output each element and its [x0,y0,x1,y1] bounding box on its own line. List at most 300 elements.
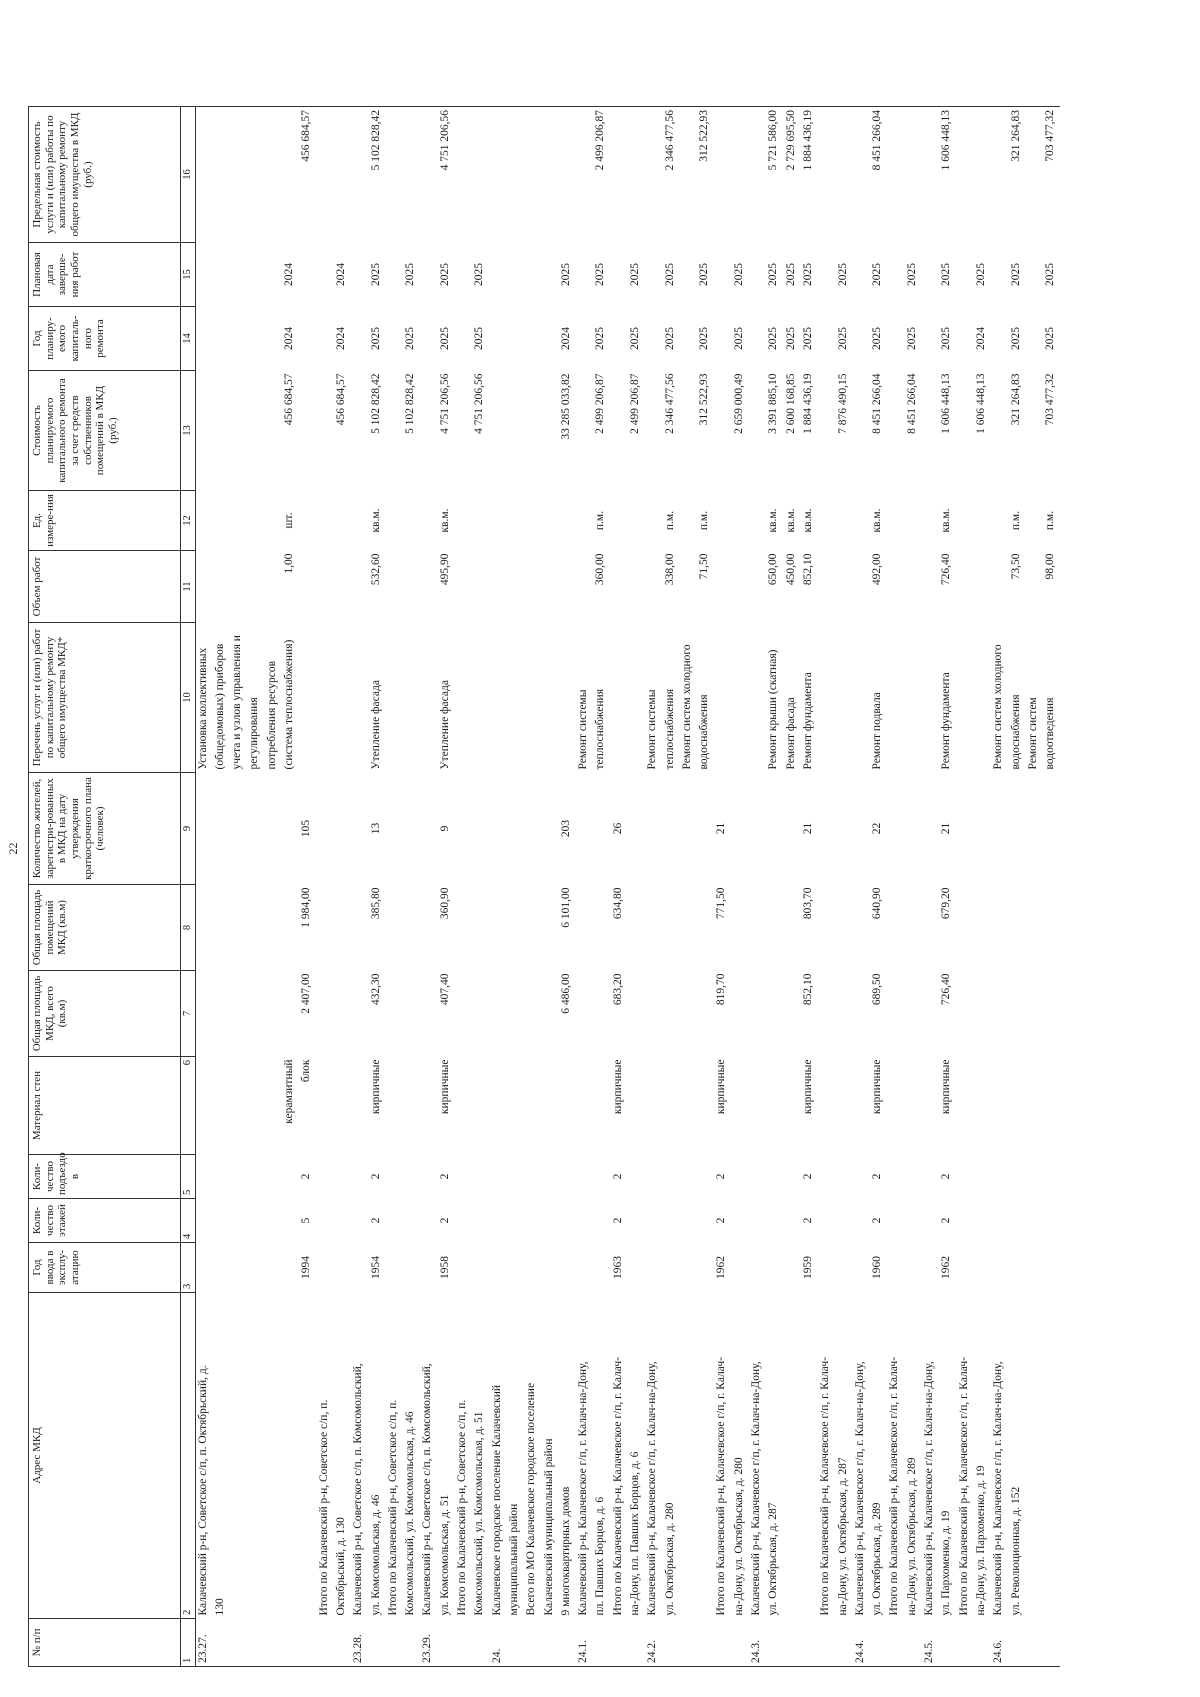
year-built [922,1243,939,1293]
total-area: 683,20 [611,973,624,1006]
total-area [628,971,645,1057]
work-volume [974,551,991,623]
floors [559,1199,576,1243]
header-row [29,107,181,1667]
entrances [213,1155,230,1199]
max-cost [732,107,749,243]
work-volume: 450,00 [784,553,797,586]
planned-cost: 2 659 000,49 [732,373,745,434]
work-volume [196,551,213,623]
max-cost [974,107,991,243]
entrances [576,1155,593,1199]
row-number [369,1619,386,1667]
floors [386,1199,403,1243]
table-row [732,107,749,1667]
completion-date: 2024 [334,263,347,286]
repair-year: 2025 [836,327,849,350]
address-cell: Калачевский р-н, Калачевское г/п, г. Калач-на-Дону, [853,1361,866,1616]
planned-cost: 703 477,32 [1044,373,1057,426]
residents: 22 [871,822,884,835]
residents [766,773,783,885]
total-area [853,971,870,1057]
row-number [680,1619,697,1667]
year-built [905,1243,922,1293]
planned-cost: 4 751 206,56 [438,373,451,434]
table-row [714,107,731,1667]
address-cell [247,1293,264,1619]
work-type [836,623,853,773]
year-built: 1994 [300,1256,313,1279]
completion-date [714,243,731,307]
planned-cost: 1 606 448,13 [940,373,953,434]
address-cell: 9 многоквартирных домов [559,1486,572,1616]
premises-area [230,885,247,971]
total-area [593,971,610,1057]
wall-material [905,1057,922,1155]
work-type: Ремонт систем холодного [680,644,693,770]
completion-date [524,243,541,307]
repair-year [299,307,316,371]
completion-date [317,243,334,307]
row-number [334,1619,351,1667]
address-cell: Калачевский р-н, Советское с/п, п. Комсомольский, [352,1363,365,1616]
unit [213,491,230,551]
wall-material [922,1057,939,1155]
unit: кв.м. [784,508,797,533]
planned-cost: 1 606 448,13 [974,373,987,434]
repair-year [455,307,472,371]
year-built [213,1243,230,1293]
wall-material [697,1057,714,1155]
address-cell: Калачевский р-н, Калачевское г/п, г. Калач-на-Дону, [646,1361,659,1616]
row-number [542,1619,559,1667]
floors: 2 [871,1217,884,1224]
entrances [1009,1155,1026,1199]
residents [196,773,213,885]
year-built: 1958 [438,1256,451,1279]
entrances [974,1155,991,1199]
row-number [628,1619,645,1667]
max-cost [991,107,1008,243]
table-row [247,107,264,1667]
total-area: 432,30 [369,973,382,1006]
repair-year [196,307,213,371]
repair-year [265,307,282,371]
premises-area [663,885,680,971]
total-area: 407,40 [438,973,451,1006]
work-type [853,623,870,773]
completion-date: 2025 [732,263,745,286]
wall-material [507,1057,524,1155]
work-type [507,623,524,773]
year-built [542,1243,559,1293]
floors [887,1199,904,1243]
year-built: 1962 [940,1256,953,1279]
total-area [213,971,230,1057]
residents [386,773,403,885]
address-cell: Итого по Калачевский р-н, Советское с/п, п. [456,1399,469,1616]
year-built [697,1243,714,1293]
entrances [991,1155,1008,1199]
total-area [334,971,351,1057]
wall-material [593,1057,610,1155]
completion-date: 2025 [974,263,987,286]
repair-year: 2025 [801,327,814,350]
work-type [922,623,939,773]
work-type [472,623,489,773]
premises-area [818,885,835,971]
column-number: 16 [181,107,196,243]
wall-material [991,1057,1008,1155]
planned-cost [213,371,230,491]
row-number [403,1619,420,1667]
total-area [680,971,697,1057]
wall-material [472,1057,489,1155]
max-cost [334,107,351,243]
floors: 2 [715,1217,728,1224]
entrances [317,1155,334,1199]
entrances [645,1155,662,1199]
wall-material [663,1057,680,1155]
work-type [490,623,507,773]
wall-material [1026,1057,1043,1155]
address-cell: Калачевский р-н, Калачевское г/п, г. Калач-на-Дону, [750,1361,763,1616]
wall-material: блок [300,1059,313,1083]
wall-material [351,1057,368,1155]
residents [472,773,489,885]
max-cost [714,107,731,243]
completion-date [299,243,316,307]
year-built [230,1243,247,1293]
residents [282,773,299,885]
address-cell: ул. Октябрьская, д. 287 [767,1502,780,1616]
total-area [455,971,472,1057]
floors [265,1199,282,1243]
residents [818,773,835,885]
wall-material [403,1057,420,1155]
table-row [196,107,213,1667]
premises-area [887,885,904,971]
total-area [196,971,213,1057]
entrances [732,1155,749,1199]
unit [559,491,576,551]
premises-area [455,885,472,971]
work-volume: 650,00 [767,553,780,586]
total-area [230,971,247,1057]
table-row [593,107,610,1667]
work-type: водоснабжения [1009,694,1022,770]
entrances [749,1155,766,1199]
table-row [265,107,282,1667]
premises-area [1043,885,1060,971]
floors [542,1199,559,1243]
work-volume: 495,90 [438,553,451,586]
header-cell: Стоимость планируемого капитального ремонта за счет средств собственников помещений в МКД (руб.) [29,371,181,491]
repair-year: 2025 [767,327,780,350]
column-number: 1 [181,1619,196,1667]
year-built [853,1243,870,1293]
completion-date: 2025 [698,263,711,286]
address-cell: Калачевский р-н, Калачевское г/п, г. Калач-на-Дону, [923,1361,936,1616]
total-area: 852,10 [801,973,814,1006]
unit [991,491,1008,551]
planned-cost [524,371,541,491]
row-number [784,1619,801,1667]
entrances [853,1155,870,1199]
work-volume [905,551,922,623]
address-cell [265,1293,282,1619]
residents: 13 [369,822,382,835]
repair-year [957,307,974,371]
page-number: 22 [6,842,20,855]
work-volume [732,551,749,623]
max-cost: 4 751 206,56 [438,110,451,171]
floors [351,1199,368,1243]
address-cell: Комсомольский, ул. Комсомольская, д. 46 [404,1411,417,1616]
completion-date: 2025 [594,263,607,286]
row-number [593,1619,610,1667]
floors [991,1199,1008,1243]
completion-date [957,243,974,307]
entrances [524,1155,541,1199]
completion-date [230,243,247,307]
completion-date [351,243,368,307]
floors [334,1199,351,1243]
premises-area [317,885,334,971]
total-area [490,971,507,1057]
work-volume [265,551,282,623]
entrances: 2 [801,1173,814,1180]
floors [1009,1199,1026,1243]
entrances [905,1155,922,1199]
unit [386,491,403,551]
premises-area [1026,885,1043,971]
column-number: 12 [181,491,196,551]
unit [922,491,939,551]
wall-material [628,1057,645,1155]
unit [507,491,524,551]
total-area [784,971,801,1057]
work-volume [680,551,697,623]
unit [628,491,645,551]
residents [265,773,282,885]
total-area [645,971,662,1057]
residents [1026,773,1043,885]
floors [663,1199,680,1243]
year-built [507,1243,524,1293]
year-built: 1963 [611,1256,624,1279]
max-cost: 5 102 828,42 [369,110,382,171]
planned-cost: 456 684,57 [334,373,347,426]
unit [299,491,316,551]
premises-area [386,885,403,971]
wall-material [680,1057,697,1155]
year-built [818,1243,835,1293]
year-built [524,1243,541,1293]
unit [576,491,593,551]
planned-cost [576,371,593,491]
floors [576,1199,593,1243]
planned-cost [818,371,835,491]
address-cell [784,1293,801,1619]
unit [645,491,662,551]
total-area [1009,971,1026,1057]
residents [455,773,472,885]
floors [784,1199,801,1243]
entrances [784,1155,801,1199]
max-cost [455,107,472,243]
residents [905,773,922,885]
address-cell: на-Дону, ул. Октябрьская, д. 289 [905,1457,918,1616]
row-number [697,1619,714,1667]
year-built [663,1243,680,1293]
repair-year [213,307,230,371]
year-built [282,1243,299,1293]
floors [420,1199,437,1243]
work-volume [524,551,541,623]
planned-cost: 1 884 436,19 [801,373,814,434]
completion-date: 2025 [836,263,849,286]
row-number [524,1619,541,1667]
max-cost [836,107,853,243]
unit [420,491,437,551]
max-cost [351,107,368,243]
table-row [957,107,974,1667]
row-number [766,1619,783,1667]
wall-material [1043,1057,1060,1155]
table-row [230,107,247,1667]
table-row [472,107,489,1667]
completion-date: 2025 [559,263,572,286]
work-type [455,623,472,773]
max-cost [680,107,697,243]
work-type [887,623,904,773]
header-cell: № п/п [29,1619,181,1667]
residents: 203 [559,819,572,838]
row-number [974,1619,991,1667]
total-area [1043,971,1060,1057]
premises-area: 360,90 [438,887,451,920]
address-cell: Итого по Калачевский р-н, Калачевское г/п, г. Калач- [888,1356,901,1616]
max-cost [247,107,264,243]
entrances [559,1155,576,1199]
header-cell: Коли-чество этажей [29,1199,181,1243]
row-number [801,1619,818,1667]
total-area [732,971,749,1057]
work-type [628,623,645,773]
max-cost [853,107,870,243]
premises-area [957,885,974,971]
wall-material [749,1057,766,1155]
entrances [196,1155,213,1199]
floors [974,1199,991,1243]
entrances [403,1155,420,1199]
year-built [472,1243,489,1293]
column-number-row [181,107,196,1667]
total-area [922,971,939,1057]
address-cell: ул. Октябрьская, д. 289 [871,1502,884,1616]
completion-date [645,243,662,307]
wall-material [524,1057,541,1155]
wall-material [490,1057,507,1155]
table-row [213,107,230,1667]
repair-year: 2025 [628,327,641,350]
table-row [749,107,766,1667]
premises-area [213,885,230,971]
entrances [334,1155,351,1199]
max-cost: 703 477,32 [1044,110,1057,162]
entrances: 2 [715,1173,728,1180]
wall-material: кирпичные [369,1059,382,1115]
work-type: Ремонт фундамента [801,672,814,770]
year-built [732,1243,749,1293]
address-cell: Калачевское городское поселение Калачевский [490,1384,503,1616]
entrances [957,1155,974,1199]
completion-date [265,243,282,307]
year-built [576,1243,593,1293]
completion-date [749,243,766,307]
table-row [853,107,870,1667]
row-number [455,1619,472,1667]
total-area [265,971,282,1057]
repair-year: 2024 [974,327,987,350]
year-built: 1959 [801,1256,814,1279]
repair-year [749,307,766,371]
entrances [836,1155,853,1199]
row-number [714,1619,731,1667]
planned-cost [680,371,697,491]
year-built [386,1243,403,1293]
premises-area [905,885,922,971]
unit [887,491,904,551]
max-cost [542,107,559,243]
premises-area [991,885,1008,971]
column-number: 11 [181,551,196,623]
row-number: 24. [490,1648,503,1663]
planned-cost [265,371,282,491]
entrances [351,1155,368,1199]
premises-area: 771,50 [715,887,728,920]
wall-material [974,1057,991,1155]
completion-date: 2024 [283,263,296,286]
unit: кв.м. [369,508,382,533]
work-volume: 1,00 [283,553,296,574]
year-built [991,1243,1008,1293]
work-type [732,623,749,773]
premises-area [766,885,783,971]
max-cost: 2 499 206,87 [594,110,607,171]
total-area [420,971,437,1057]
year-built [420,1243,437,1293]
work-type: Ремонт системы [577,689,590,770]
residents: 105 [300,819,313,838]
max-cost [472,107,489,243]
premises-area [922,885,939,971]
completion-date [576,243,593,307]
entrances [490,1155,507,1199]
max-cost [420,107,437,243]
max-cost [611,107,628,243]
floors [247,1199,264,1243]
row-number [939,1619,956,1667]
premises-area: 634,80 [611,887,624,920]
residents [645,773,662,885]
max-cost [213,107,230,243]
premises-area: 679,20 [940,887,953,920]
residents [524,773,541,885]
planned-cost: 8 451 266,04 [905,373,918,434]
address-cell: на-Дону, ул. Пархоменко, д. 19 [974,1465,987,1616]
